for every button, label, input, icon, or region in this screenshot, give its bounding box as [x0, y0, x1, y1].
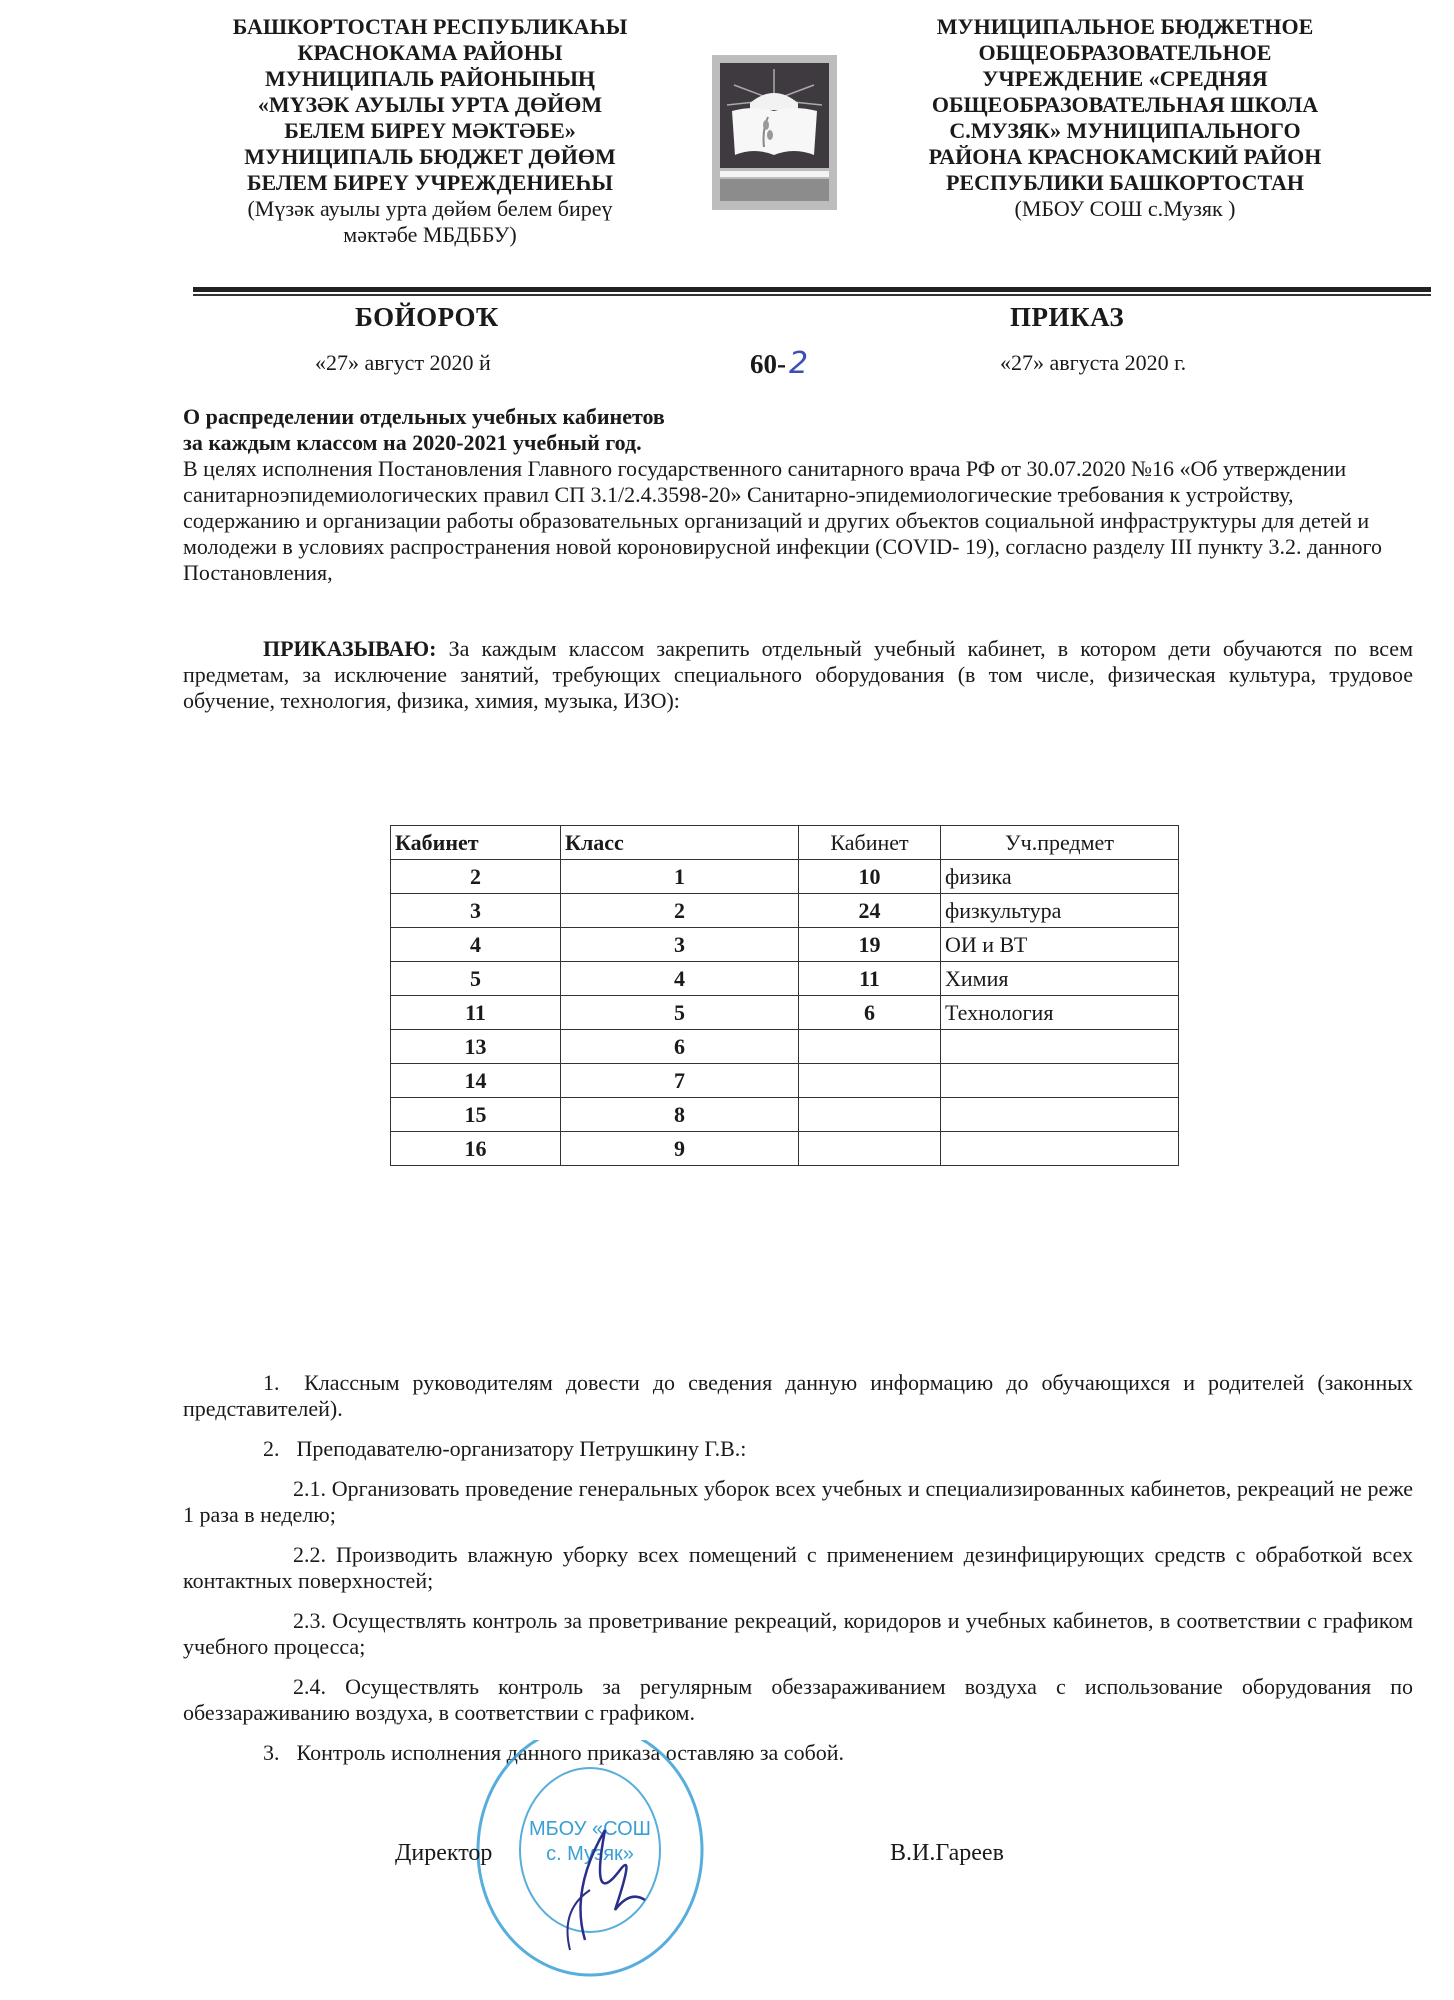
order-number — [750, 346, 808, 381]
cell: 4 — [561, 962, 799, 996]
cell: 11 — [799, 962, 941, 996]
cell: физика — [941, 860, 1179, 894]
cell — [799, 1030, 941, 1064]
cell: 7 — [561, 1064, 799, 1098]
order-number-printed: 60- — [750, 349, 786, 379]
item-text: Классным руководителям довести до сведения данную информацию до обучающихся и родителей (законных представителей). — [183, 1370, 1413, 1421]
cell: 10 — [799, 860, 941, 894]
header-divider-thin — [193, 294, 1431, 296]
item-number: 2. — [263, 1436, 280, 1461]
cell: Химия — [941, 962, 1179, 996]
list-item — [183, 1674, 1413, 1726]
column-header: Кабинет — [391, 826, 561, 860]
cell: 5 — [391, 962, 561, 996]
cell: 24 — [799, 894, 941, 928]
cell — [799, 1098, 941, 1132]
cell — [941, 1030, 1179, 1064]
order-subject — [183, 404, 665, 456]
item-text: Контроль исполнения данного приказа оставляю за собой. — [296, 1740, 845, 1765]
order-title-bashkir: БОЙОРОҠ — [355, 302, 499, 332]
cell: 8 — [561, 1098, 799, 1132]
order-lead: ПРИКАЗЫВАЮ: — [263, 636, 437, 661]
header-line: УЧРЕЖДЕНИЕ «СРЕДНЯЯ — [982, 66, 1268, 91]
coat-of-arms-emblem-icon — [712, 55, 837, 210]
list-item — [183, 1740, 1413, 1766]
cell — [799, 1064, 941, 1098]
header-line: МУНИЦИПАЛЬНОЕ БЮДЖЕТНОЕ — [936, 14, 1314, 39]
cell: 6 — [799, 996, 941, 1030]
svg-text:с. Музяк»: с. Музяк» — [546, 1843, 634, 1865]
cell — [941, 1132, 1179, 1166]
cell: 1 — [561, 860, 799, 894]
item-text: Организовать проведение генеральных уборок всех учебных и специализированных кабинетов, рекреаций не реже 1 раза в неделю; — [183, 1476, 1413, 1527]
table-row — [391, 1132, 1179, 1166]
table-row — [391, 996, 1179, 1030]
preamble-paragraph: В целях исполнения Постановления Главного государственного санитарного врача РФ от 30.07.2020 №16 «Об утверждении санитарноэпидемиологических правил СП 3.1/2.4.3598-20» Санитарно-эпидемиологические требования к устройству, содержанию и организации работы образовательных организаций и других объектов социальной инфраструктуры для детей и молодежи в условиях распространения новой короновирусной инфекции (COVID- 19), согласно разделу III пункту 3.2. данного Постановления, — [183, 456, 1382, 585]
table-row — [391, 860, 1179, 894]
table-row — [391, 962, 1179, 996]
order-title-russian: ПРИКАЗ — [1010, 302, 1125, 332]
cell — [799, 1132, 941, 1166]
header-line: РЕСПУБЛИКИ БАШКОРТОСТАН — [945, 170, 1305, 195]
cell: 5 — [561, 996, 799, 1030]
list-item — [183, 1370, 1413, 1422]
cell: 19 — [799, 928, 941, 962]
header-russian-block — [890, 14, 1360, 222]
item-number: 1. — [263, 1370, 280, 1395]
column-header: Кабинет — [799, 826, 941, 860]
order-date-bashkir: «27» август 2020 й — [315, 350, 491, 375]
subject-line: О распределении отдельных учебных кабинетов — [183, 404, 665, 429]
cell — [941, 1098, 1179, 1132]
header-line: МУНИЦИПАЛЬ РАЙОНЫНЫҢ — [264, 66, 596, 91]
header-line: БЕЛЕМ БИРЕҮ УЧРЕЖДЕНИЕҺЫ — [246, 170, 614, 195]
header-divider-thick — [193, 287, 1431, 292]
list-item — [183, 1542, 1413, 1594]
header-line: «МҮЗӘК АУЫЛЫ УРТА ДӨЙӨМ — [257, 92, 603, 117]
header-line: БЕЛЕМ БИРЕҮ МӘКТӘБЕ» — [284, 118, 576, 143]
cell: 6 — [561, 1030, 799, 1064]
cell: 13 — [391, 1030, 561, 1064]
list-item — [183, 1608, 1413, 1660]
header-line: С.МУЗЯК» МУНИЦИПАЛЬНОГО — [949, 118, 1301, 143]
header-line: ОБЩЕОБРАЗОВАТЕЛЬНОЕ — [978, 40, 1272, 65]
item-number: 2.2. — [293, 1542, 326, 1567]
table-row — [391, 1098, 1179, 1132]
cell: 4 — [391, 928, 561, 962]
header-bashkir-block — [185, 14, 675, 248]
column-header: Уч.предмет — [941, 826, 1179, 860]
cell: 2 — [391, 860, 561, 894]
item-text: Осуществлять контроль за проветривание рекреаций, коридоров и учебных кабинетов, в соответствии с графиком учебного процесса; — [183, 1608, 1414, 1659]
header-line: БАШКОРТОСТАН РЕСПУБЛИКАҺЫ — [232, 14, 628, 39]
table-row — [391, 1064, 1179, 1098]
header-line: КРАСНОКАМА РАЙОНЫ — [297, 40, 563, 65]
signatory-position: Директор — [395, 1840, 493, 1866]
header-abbrev-line: (Мүзәк ауылы урта дөйөм белем биреү — [247, 196, 613, 221]
item-number: 3. — [263, 1740, 280, 1765]
cell: 3 — [391, 894, 561, 928]
header-abbrev-line: (МБОУ СОШ с.Музяк ) — [1014, 196, 1236, 221]
cell: 9 — [561, 1132, 799, 1166]
item-number: 2.4. — [293, 1674, 326, 1699]
cell: 2 — [561, 894, 799, 928]
cell: 14 — [391, 1064, 561, 1098]
order-text: За каждым классом закрепить отдельный учебный кабинет, в котором дети обучаются по всем предметам, за исключение занятий, требующих специального оборудования (в том числе, физическая культура, трудовое обучение, технология, физика, химия, музыка, ИЗО): — [183, 636, 1413, 713]
table-row — [391, 928, 1179, 962]
header-line: РАЙОНА КРАСНОКАМСКИЙ РАЙОН — [928, 144, 1322, 169]
cell: 16 — [391, 1132, 561, 1166]
item-text: Преподавателю-организатору Петрушкину Г.В.: — [296, 1436, 747, 1461]
column-header: Класс — [561, 826, 799, 860]
item-number: 2.1. — [293, 1476, 326, 1501]
list-item — [183, 1436, 1413, 1462]
cell: ОИ и ВТ — [941, 928, 1179, 962]
cell: Технология — [941, 996, 1179, 1030]
order-number-handwritten: 2 — [789, 346, 809, 381]
cell: 15 — [391, 1098, 561, 1132]
table-header-row — [391, 826, 1179, 860]
cell — [941, 1064, 1179, 1098]
item-number: 2.3. — [293, 1608, 326, 1633]
table-row — [391, 1030, 1179, 1064]
signatory-name: В.И.Гареев — [890, 1840, 1004, 1866]
cell: физкультура — [941, 894, 1179, 928]
list-item — [183, 1476, 1413, 1528]
table-row — [391, 894, 1179, 928]
cell: 11 — [391, 996, 561, 1030]
svg-text:МБОУ «СОШ: МБОУ «СОШ — [529, 1818, 651, 1840]
order-date-russian: «27» августа 2020 г. — [1000, 350, 1187, 375]
item-text: Осуществлять контроль за регулярным обеззараживанием воздуха с использование оборудования по обеззараживанию воздуха, в соответствии с графиком. — [183, 1674, 1414, 1725]
header-line: МУНИЦИПАЛЬ БЮДЖЕТ ДӨЙӨМ — [244, 144, 616, 169]
item-text: Производить влажную уборку всех помещений с применением дезинфицирующих средств с обработкой всех контактных поверхностей; — [183, 1542, 1414, 1593]
cell: 3 — [561, 928, 799, 962]
header-line: ОБЩЕОБРАЗОВАТЕЛЬНАЯ ШКОЛА — [931, 92, 1319, 117]
header-abbrev-line: мәктәбе МБДББУ) — [343, 222, 517, 247]
order-items-list — [183, 1370, 1413, 1780]
cabinet-assignment-table — [390, 825, 1179, 1166]
subject-line: за каждым классом на 2020-2021 учебный год. — [183, 430, 642, 455]
order-paragraph — [183, 636, 1413, 714]
